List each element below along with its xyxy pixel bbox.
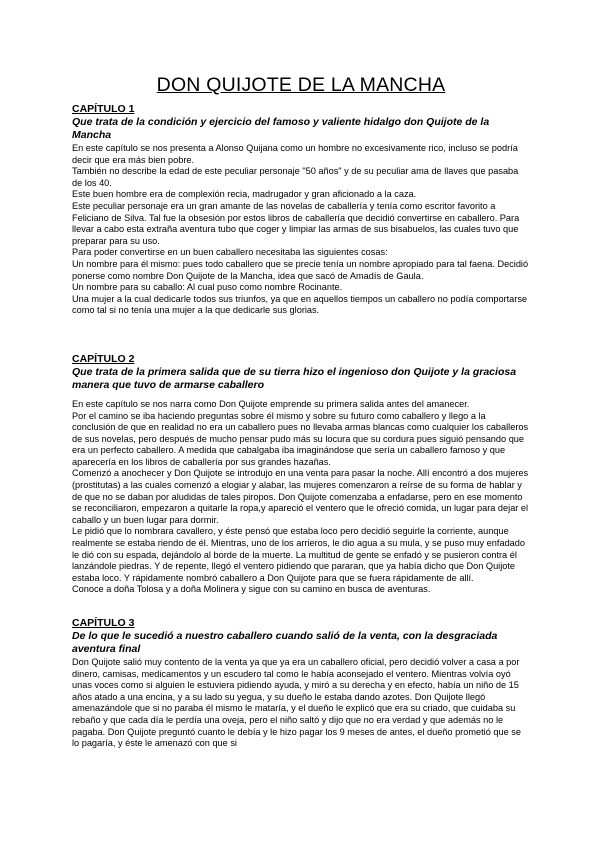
chapter-heading: CAPÍTULO 3 bbox=[72, 617, 135, 629]
paragraph: Comenzó a anochecer y Don Quijote se introdujo en una venta para pasar la noche. Allí encontró a dos mujeres (prostitutas) a las cuales comenzó a elogiar y alabar, las mujeres comenzaron a reírse de su forma de hablar y de que no se daban por aludidas de tales piropos. Don Quijote comenzaba a enfadarse, pero en ese momento se reconciliaron, empezaron a quitarle la ropa,y apareció el ventero que le ofreció comida, un lugar para dejar el caballo y un buen lugar para dormir. bbox=[72, 468, 529, 525]
chapter-3 bbox=[72, 617, 530, 750]
chapter-subtitle: Que trata de la condición y ejercicio del famoso y valiente hidalgo don Quijote de la Mancha bbox=[72, 116, 490, 141]
paragraph: Le pidió que lo nombrara cavallero, y éste pensó que estaba loco pero decidió seguirle la corriente, aunque realmente se estaba riendo de él. Mientras, uno de los arrieros, le dio agua a su mula, y se puso muy enfadado le dió con su espada, dejándolo al borde de la muerte. La multitud de gente se enfadó y se pusieron contra él lanzándole piedras. Y de repente, llegó el ventero pidiendo que pararan, que ya había dicho que Don Quijote estaba loco. Y rápidamente nombró caballero a Don Quijote para que se fuera rápidamente de allí. bbox=[72, 526, 526, 583]
paragraph: Para poder convertirse en un buen caballero necesitaba las siguientes cosas: bbox=[72, 247, 388, 258]
chapter-heading: CAPÍTULO 2 bbox=[72, 352, 135, 365]
paragraph: En este capítulo se nos presenta a Alonso Quijana como un hombre no excesivamente rico, incluso se podría decir que era más bien pobre. bbox=[72, 143, 518, 165]
paragraph: Este peculiar personaje era un gran amante de las novelas de caballería y tenía como escritor favorito a Feliciano de Silva. Tal fue la obsesión por estos libros de caballería que decidió convertirse en caballero. Para llevar a cabo esta extraña aventura tubo que coger y limpiar las armas de sus bisabuelos, las cuales tuvo que preparar para su uso. bbox=[72, 200, 520, 246]
paragraph: Por el camino se iba haciendo preguntas sobre él mismo y sobre su futuro como caballero y llego a la conclusión de que en realidad no era un caballero pues no llevaba armas blancas como cualquier los caballeros de sus novelas, pero después de mucho pensar pudo más su locura que su cordura pues siguió pensando que era un perfecto caballero. A medida que cabalgaba iba imaginándose que sería un caballero famoso y que aparecería en los libros de caballería por sus grandes hazañas. bbox=[72, 410, 529, 467]
paragraph: Un nombre para él mismo: pues todo caballero que se precie tenía un nombre apropiado para tal faena. Decidió ponerse como nombre Don Quijote de la Mancha, idea que sacó de Amadís de Gaula. bbox=[72, 258, 529, 281]
spacer bbox=[72, 317, 530, 353]
spacer bbox=[72, 596, 530, 617]
paragraph: También no describe la edad de este peculiar personaje "50 años" y de su peculiar ama de llaves que pasaba de los 40. bbox=[72, 166, 519, 188]
chapter-2 bbox=[72, 353, 530, 596]
paragraph: Una mujer a la cual dedicarle todos sus triunfos, ya que en aquellos tiempos un caballero no podía comportarse como tal si no tenía una mujer a la que dedicarle sus glorias. bbox=[72, 293, 528, 316]
document-title: DON QUIJOTE DE LA MANCHA bbox=[156, 74, 446, 96]
chapter-heading: CAPÍTULO 1 bbox=[72, 103, 135, 115]
paragraph: Este buen hombre era de complexión recia, madrugador y gran aficionado a la caza. bbox=[72, 189, 417, 200]
paragraph: Don Quijote salió muy contento de la venta ya que ya era un caballero oficial, pero decidió volver a casa a por dinero, camisas, medicamentos y un escudero tal como le había aconsejado el ventero. Mientras volvía oyó unas voces como si alguien le estuviera pidiendo ayuda, y miró a su derecha y en efecto, había un niño de 15 años atado a una encina, y a su lado su yegua, y su dueño le estaba dando azotes. Don Quijote llegó amenazándole que si no paraba él mismo le mataría, y el dueño le explicó que era su criado, que cuidaba su rebaño y que cada día le perdía una oveja, pero el niño saltó y dijo que no era verdad y que además no le pagaba. Don Quijote preguntó cuanto le debía y le hizo pagar los 9 meses de antes, el dueño prometió que se lo pagaría, y éste le amenazó con que si bbox=[72, 657, 521, 749]
paragraph: En este capítulo se nos narra como Don Quijote emprende su primera salida antes del amanecer. bbox=[72, 398, 470, 409]
paragraph: Conoce a doña Tolosa y a doña Molinera y sigue con su camino en busca de aventuras. bbox=[72, 584, 431, 595]
chapter-subtitle: De lo que le sucedió a nuestro caballero cuando salió de la venta, con la desgraciada aventura final bbox=[72, 630, 498, 655]
paragraph: Un nombre para su caballo: Al cual puso como nombre Rocinante. bbox=[72, 282, 343, 293]
chapter-subtitle: Que trata de la primera salida que de su tierra hizo el ingenioso don Quijote y la graciosa manera que tuvo de armarse caballero bbox=[72, 365, 517, 391]
chapter-1 bbox=[72, 103, 530, 317]
